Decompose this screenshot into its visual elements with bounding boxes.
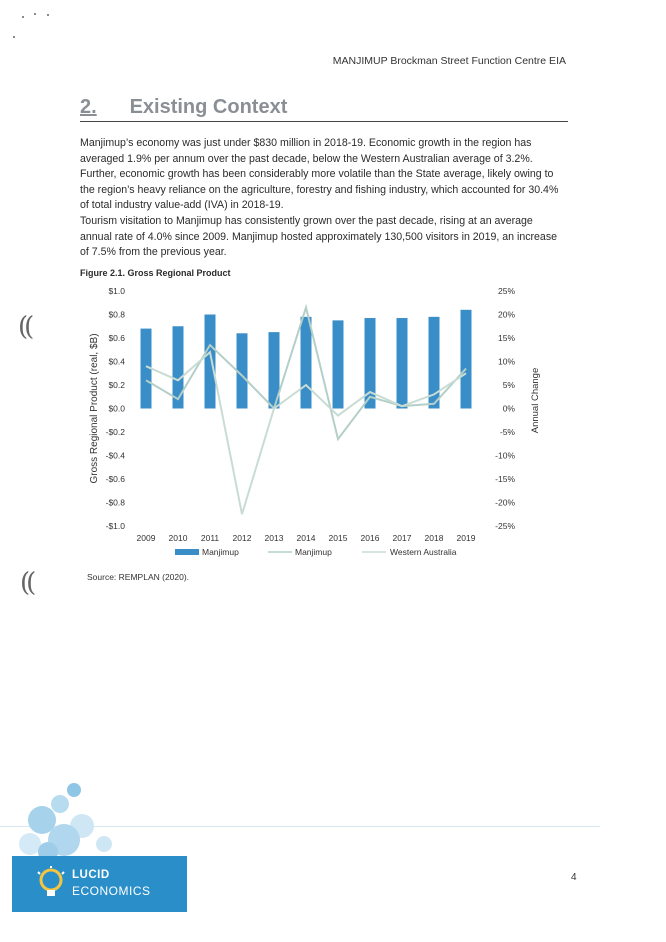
y2-tick-label: 10% <box>497 356 515 367</box>
x-tick-label: 2019 <box>456 533 476 543</box>
x-tick-label: 2014 <box>296 533 316 543</box>
y2-tick-label: -5% <box>499 427 515 437</box>
y-tick-label: $0.0 <box>108 403 125 414</box>
splash-graphic <box>12 782 187 862</box>
legend-label: Manjimup <box>295 547 332 557</box>
x-tick-label: 2018 <box>424 533 444 543</box>
section-title: Existing Context <box>129 96 288 118</box>
logo-text-lucid: LUCID <box>72 869 110 881</box>
y-tick-label: $0.2 <box>108 380 125 390</box>
y-tick-label: $0.8 <box>108 309 125 320</box>
y2-tick-label: 15% <box>497 333 515 343</box>
y-tick-label: $1.0 <box>108 286 125 296</box>
x-tick-label: 2017 <box>392 533 412 543</box>
x-tick-label: 2016 <box>360 533 380 543</box>
y2-tick-label: -25% <box>495 521 515 531</box>
running-header: MANJIMUP Brockman Street Function Centre EIA <box>332 55 566 67</box>
legend-label: Western Australia <box>390 547 457 557</box>
y2-tick-label: 0% <box>502 403 515 414</box>
logo-text-economics: ECONOMICS <box>72 884 151 898</box>
y-tick-label: -$0.2 <box>105 427 125 437</box>
bar <box>301 317 312 409</box>
figure-caption: Figure 2.1. Gross Regional Product <box>80 268 231 278</box>
y2-tick-label: -15% <box>495 474 515 484</box>
y2-tick-label: -20% <box>495 497 515 508</box>
margin-scribble: (( <box>18 312 31 342</box>
bar <box>397 318 408 408</box>
bar <box>205 315 216 409</box>
y-tick-label: $0.4 <box>108 356 125 367</box>
y2-axis-title: Annual Change <box>530 367 541 434</box>
y-tick-label: -$0.4 <box>105 450 125 461</box>
figure-source: Source: REMPLAN (2020). <box>87 572 190 582</box>
y2-tick-label: 25% <box>497 286 515 296</box>
gross-regional-product-chart <box>80 280 560 570</box>
y-tick-label: -$1.0 <box>105 521 125 531</box>
legend-label: Manjimup <box>202 547 239 557</box>
x-tick-label: 2009 <box>136 533 156 543</box>
x-tick-label: 2013 <box>264 533 284 543</box>
page-number: 4 <box>571 872 577 883</box>
section-heading <box>80 96 568 122</box>
bar <box>333 320 344 408</box>
y2-tick-label: 20% <box>497 309 515 320</box>
x-tick-label: 2015 <box>328 533 348 543</box>
y2-tick-label: 5% <box>502 380 515 390</box>
y2-tick-label: -10% <box>495 450 515 461</box>
y-tick-label: -$0.8 <box>105 497 125 508</box>
lightbulb-icon <box>36 866 66 900</box>
y-tick-label: -$0.6 <box>105 474 125 484</box>
paragraph-tourism: Tourism visitation to Manjimup has consistently grown over the past decade, rising at an average annual rate of 4.0% since 2009. Manjimup hosted approximately 130,500 visitors in 2019, an increase of 7.5% from the previous year. <box>80 215 558 259</box>
x-tick-label: 2010 <box>168 533 188 543</box>
margin-scribble: (( <box>20 568 33 598</box>
lucid-economics-logo <box>12 782 187 912</box>
legend-swatch-bar <box>175 549 199 555</box>
bar <box>461 310 472 409</box>
y-axis-title: Gross Regional Product (real, $B) <box>89 333 100 484</box>
paragraph-economy: Manjimup’s economy was just under $830 million in 2018-19. Economic growth in the region has averaged 1.9% per annum over the past decade, below the Western Australian average of 3.2%. Further, economic growth has been considerably more volatile than the State average, likely owing to the region’s heavy reliance on the agriculture, forestry and fishing industry, which accounted for 30.4% of total industry value-add (IVA) in 2018-19. <box>80 137 559 212</box>
x-tick-label: 2011 <box>200 533 220 543</box>
section-number: 2. <box>80 96 97 118</box>
y-tick-label: $0.6 <box>108 333 125 343</box>
x-tick-label: 2012 <box>232 533 252 543</box>
